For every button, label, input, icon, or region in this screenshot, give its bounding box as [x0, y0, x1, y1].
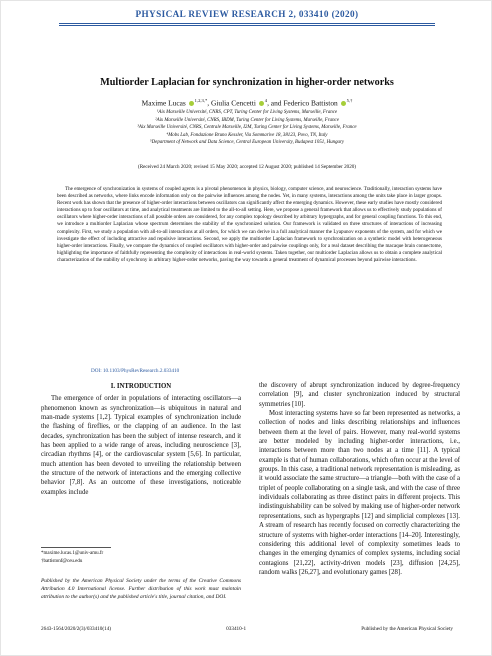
page-footer — [41, 626, 453, 632]
intro-paragraph: Most interacting systems have so far been represented as networks, a collection of nodes and links describing relationships and influences between them at the level of pairs. However, many real-world systems are better modeled by including higher-order interactions, i.e., interactions between more than two nodes at a time [11]. A typical example is that of human collaborations, which often occur at the level of groups. In this case, a traditional network representation is misleading, as it would associate the same structure—a triangle—both with the case of a triplet of people collaborating on a single task, and with the case of three individuals collaborating as three distinct pairs in different projects. This indistinguishability can be solved by making use of higher-order network representations, such as hypergraphs [12] and simplicial complexes [13]. A stream of research has recently focused on correctly characterizing the structure of systems with higher-order interactions [14–20]. Interestingly, considering this additional level of complexity sometimes leads to changes in the emerging dynamics of complex systems, including social contagions [21,22], activity-driven models [23], diffusion [24,25], random walks [26,27], and evolutionary games [28]. — [259, 410, 460, 576]
author-name[interactable]: Giulia Cencetti — [210, 98, 256, 108]
orcid-icon[interactable] — [341, 101, 346, 106]
section-heading: I. INTRODUCTION — [110, 383, 172, 390]
author-list — [1, 98, 492, 107]
doi-link[interactable]: DOI: 10.1103/PhysRevResearch.2.033410 — [91, 368, 180, 374]
author-joiner: , and — [267, 98, 284, 108]
affiliation-line: ⁴Mobs Lab, Fondazione Bruno Kessler, Via Sommarive 18, 38123, Povo, TN, Italy — [166, 132, 328, 138]
author-name[interactable]: Federico Battiston — [283, 98, 338, 108]
orcid-icon[interactable] — [259, 101, 264, 106]
affiliation-line: ³Aix Marseille Université, CNRS, Centrale Marseille, I2M, Turing Center for Living Systems, Marseille, France — [137, 125, 357, 131]
license-notice: Published by the American Physical Society under the terms of the Creative Commons Attribution 4.0 International license. Further distribution of this work must maintain attribution to the author(s) and the published article's title, journal citation, and DOI. — [41, 578, 241, 601]
publication-dates: (Received 24 March 2020; revised 15 May 2020; accepted 12 August 2020; published 14 September 2020) — [138, 164, 356, 170]
paper-title: Multiorder Laplacian for synchronization in higher-order networks — [100, 77, 394, 88]
header-rule-bottom — [59, 25, 435, 26]
footnote-rule — [41, 547, 111, 548]
footnote-email[interactable]: †battistonf@ceu.edu — [41, 559, 83, 564]
page-number: 033410-1 — [226, 626, 247, 632]
author-affil-mark: 5,† — [346, 98, 353, 103]
footnote-email[interactable]: *maxime.lucas.1@univ-amu.fr — [41, 551, 104, 556]
author-name[interactable]: Maxime Lucas — [141, 98, 186, 108]
author-joiner: , — [207, 98, 211, 108]
affiliation-line: ⁵Department of Network and Data Science, Central European University, Budapest 1051, Hungary — [149, 140, 345, 146]
footnotes — [41, 550, 241, 566]
journal-header: PHYSICAL REVIEW RESEARCH 2, 033410 (2020) — [135, 9, 359, 19]
intro-paragraph-continued: the discovery of abrupt synchronization induced by degree-frequency correlation [9], and cluster synchronization induced by structural symmetries [10]. — [259, 382, 460, 408]
affiliation-line: ²Aix Marseille Université, CNRS, IBDM, Turing Center for Living Systems, Marseille, France — [155, 117, 339, 123]
header-rule-top — [59, 23, 435, 24]
left-column — [41, 382, 241, 497]
intro-paragraph: The emergence of order in populations of interacting oscillators—a phenomenon known as synchronization—is ubiquitous in natural and man-made systems [1,2]. Typical examples of synchronization include the flashing of fireflies, or the clapping of an audience. In the last decades, synchronization has been the subject of intense research, and it has been applied to a wide range of areas, including neuroscience [3], circadian rhythms [4], or the cardiovascular system [5,6]. In particular, much attention has been devoted to unveiling the relationship between the structure of the network of interactions and the emerging collective behavior [7,8]. As an outcome of these investigations, noticeable examples include — [41, 395, 241, 496]
right-column — [259, 381, 460, 577]
author-affil-mark: 4 — [264, 98, 268, 103]
affiliations — [41, 109, 453, 147]
affiliation-line: ¹Aix Marseille Université, CNRS, CPT, Turing Center for Living Systems, Marseille, France — [156, 110, 338, 115]
orcid-icon[interactable] — [189, 101, 194, 106]
footer-issn: 2643-1564/2020/2(3)/033410(14) — [41, 626, 112, 632]
author-affil-mark: 1,2,3,* — [194, 98, 208, 103]
abstract: The emergence of synchronization in systems of coupled agents is a pivotal phenomenon in physics, biology, computer science, and neuroscience. Traditionally, interaction systems have been described as networks, where links encode information only on the pairwise influences among the nodes. Yet, in many systems, interactions among the units take place in larger groups. Recent work has shown that the presence of higher-order interactions between oscillators can significantly affect the emerging dynamics. However, these early studies have mostly considered interactions up to four oscillators at time, and analytical treatments are limited to the all-to-all setting. Here, we propose a general framework that allows us to effectively study populations of oscillators where higher-order interactions of all possible orders are considered, for any complex topology described by arbitrary hypergraphs, and for general coupling functions. To this end, we introduce a multiorder Laplacian whose spectrum determines the stability of the synchronized solution. Our framework is validated on three structures of interactions of increasing complexity. First, we study a population with all-to-all interactions at all orders, for which we can derive in a full analytical manner the Lyapunov exponents of the system, and for which we investigate the effect of including attractive and repulsive interactions. Second, we apply the multiorder Laplacian framework to synchronization on a synthetic model with heterogeneous higher-order interactions. Finally, we compare the dynamics of coupled oscillators with higher-order and pairwise couplings only, for a real dataset describing the macaque brain connectome, highlighting the importance of faithfully representing the complexity of interactions in real-world systems. Taken together, our multiorder Laplacian allows us to obtain a complete analytical characterization of the stability of synchrony in arbitrary higher-order networks, paving the way towards a general treatment of dynamical processes beyond pairwise interactions. — [57, 186, 442, 263]
footer-publisher: Published by the American Physical Society — [361, 626, 453, 632]
